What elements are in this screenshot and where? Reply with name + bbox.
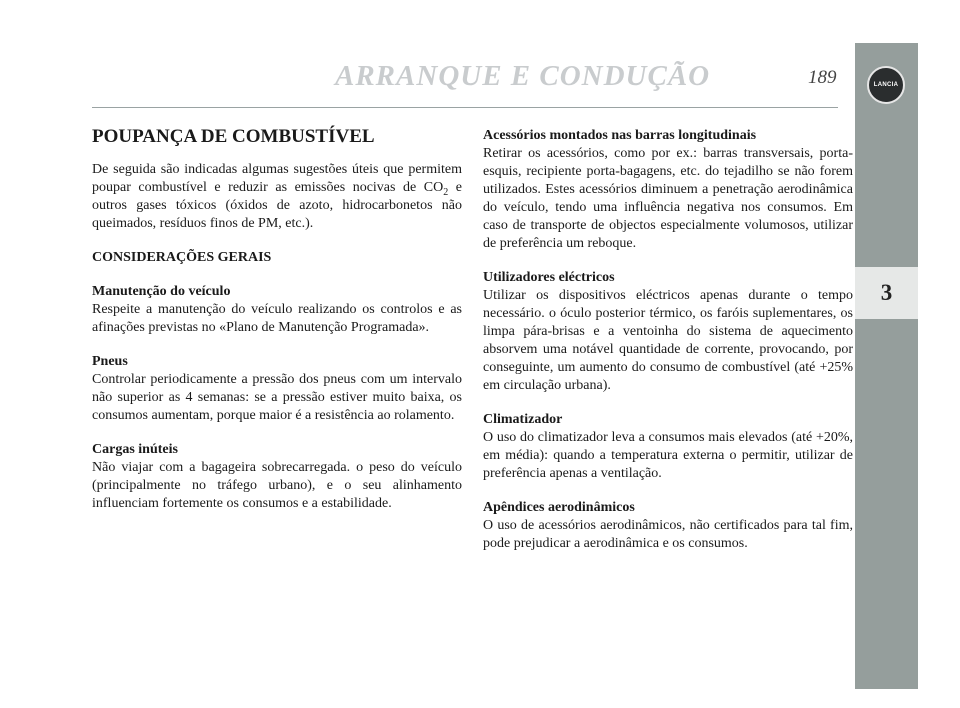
aero-heading: Apêndices aerodinâmicos [483, 500, 635, 515]
accessories-text: Retirar os acessórios, como por ex.: barras transversais, porta-esquis, recipiente porta-bagagens, etc. do tejadilho se não forem utilizados. Estes acessórios diminuem a penetração aerodinâmica do veículo, tendo uma influência negativa nos consumos. Em caso de transporte de objectos especialmente volumosos, utilizar de preferência um reboque. [483, 146, 853, 251]
electrical-text: Utilizar os dispositivos eléctricos apenas durante o tempo necessário. o óculo posterior térmico, os faróis suplementares, os limpa pára-brisas e a ventoinha do sistema de aquecimento absorvem uma notável quantidade de corrente, provocando, por conseguinte, um aumento do consumo de combustível (até +25% em circulação urbana). [483, 288, 853, 393]
chapter-number: 3 [880, 280, 893, 305]
general-heading: CONSIDERAÇÕES GERAIS [92, 250, 272, 265]
loads-text: Não viajar com a bagageira sobrecarregada. o peso do veículo (principalmente no tráfego urbano), e o seu alinhamento influenciam fortemente os consumos e a estabilidade. [92, 460, 462, 511]
intro-text-b: e outros gases tóxicos (óxidos de azoto, hidrocarbonetos não queimados, resíduos finos de PM, etc.). [92, 180, 463, 231]
intro-subscript: 2 [443, 186, 449, 198]
chapter-sidebar [855, 43, 918, 689]
climate-heading: Climatizador [483, 412, 563, 427]
header-rule [92, 107, 838, 108]
maintenance-heading: Manutenção do veículo [92, 284, 231, 299]
intro-text-a: De seguida são indicadas algumas sugestões úteis que permitem poupar combustível e reduzir as emissões nocivas de CO [92, 162, 462, 195]
lancia-logo-icon [867, 66, 905, 104]
chapter-tab[interactable] [855, 267, 918, 319]
accessories-heading: Acessórios montados nas barras longitudinais [483, 128, 757, 143]
section-title: POUPANÇA DE COMBUSTÍVEL [92, 126, 375, 147]
tyres-heading: Pneus [92, 354, 128, 369]
right-column [483, 127, 853, 553]
loads-heading: Cargas inúteis [92, 442, 178, 457]
logo-text: LANCIA [873, 82, 899, 88]
intro-paragraph [92, 161, 462, 233]
electrical-heading: Utilizadores eléctricos [483, 270, 615, 285]
left-column [92, 125, 462, 513]
maintenance-text: Respeite a manutenção do veículo realizando os controlos e as afinações previstas no «Plano de Manutenção Programada». [92, 302, 462, 335]
page-number: 189 [808, 67, 837, 88]
climate-text: O uso do climatizador leva a consumos mais elevados (até +20%, em média): quando a temperatura externa o permitir, utilizar de preferência apenas a ventilação. [483, 430, 853, 481]
aero-text: O uso de acessórios aerodinâmicos, não certificados para tal fim, pode prejudicar a aerodinâmica e os consumos. [483, 518, 853, 551]
tyres-text: Controlar periodicamente a pressão dos pneus com um intervalo não superior as 4 semanas: se a pressão estiver muito baixa, os consumos aumentam, porque maior é a resistência ao rolamento. [92, 372, 462, 423]
chapter-header-title: ARRANQUE E CONDUÇÃO [335, 60, 711, 92]
